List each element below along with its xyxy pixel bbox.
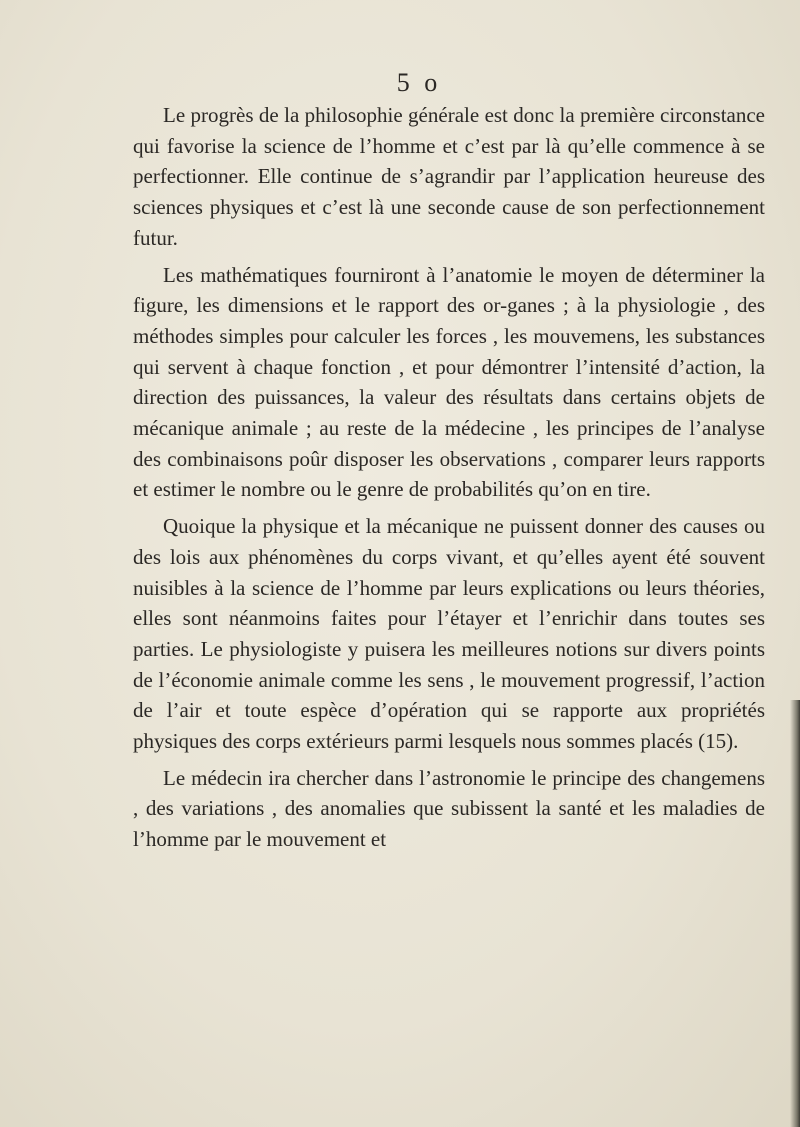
paragraph-4: Le médecin ira chercher dans l’astronomie le principe des changemens , des variations , des anomalies que subissent la santé et les maladies de l’homme par le mouvement et (133, 765, 765, 852)
body-text (133, 100, 765, 855)
paragraph-1: Le progrès de la philosophie générale est donc la première circonstance qui favorise la science de l’homme et c’est par là qu’elle commence à se perfectionner. Elle continue de s’agrandir par l’application heureuse des sciences physiques et c’est là une seconde cause de son perfectionnement futur. (133, 103, 765, 250)
page-edge-shadow (790, 700, 800, 1127)
paragraph-3: Quoique la physique et la mécanique ne puissent donner des causes ou des lois aux phénomènes du corps vivant, et qu’elles ayent été souvent nuisibles à la science de l’homme par leurs explications ou leurs théories, elles sont néanmoins faites pour l’étayer et l’enrichir dans toutes ses parties. Le physiologiste y puisera les meilleures notions sur divers points de l’économie animale comme les sens , le mouvement progressif, l’action de l’air et toute espèce d’opération qui se rapporte aux propriétés physiques des corps extérieurs parmi lesquels nous sommes placés (15). (133, 514, 765, 754)
page-number: 5 o (396, 68, 442, 97)
paragraph-2: Les mathématiques fourniront à l’anatomie le moyen de déterminer la figure, les dimensions et le rapport des or-ganes ; à la physiologie , des méthodes simples pour calculer les forces , les mouvemens, les substances qui servent à chaque fonction , et pour démontrer l’intensité d’action, la direction des puissances, la valeur des résultats dans certains objets de mécanique animale ; au reste de la médecine , les principes de l’analyse des combinaisons poûr disposer les observations , comparer leurs rapports et estimer le nombre ou le genre de probabilités qu’on en tire. (133, 262, 765, 502)
